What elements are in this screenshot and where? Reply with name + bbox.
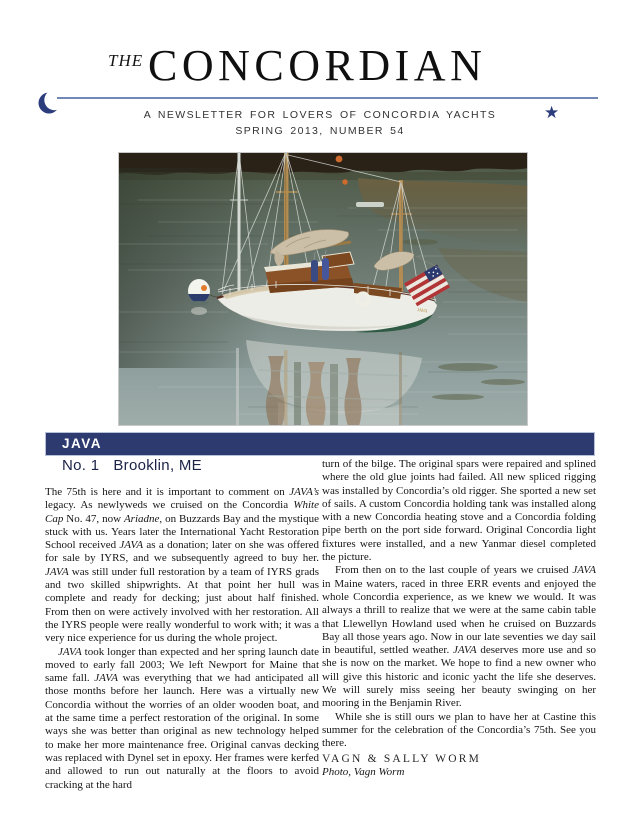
forward-mast xyxy=(238,152,241,302)
yacht-photo xyxy=(118,152,528,426)
yacht-photo-graphic xyxy=(118,152,528,426)
boat-number: No. 1 xyxy=(62,457,100,474)
fender xyxy=(311,260,318,282)
paragraph: While she is still ours we plan to have her at Castine this summer for the celebration of the Concordia’s 75th. See you there. xyxy=(322,710,596,750)
paragraph: turn of the bilge. The original spars were repaired and splined where the old glue joints had failed. All new spliced rigging was installed by Concordia’s old rigger. She sported a new set of sails. A custom Concordia holding tank was installed along with a new Concordia heating stove and a Concordia folding pipe berth on the port side forward. Original Concordia light fixtures were installed, and a new Yanmar diesel completed the picture. xyxy=(322,458,596,564)
paragraph: From then on to the last couple of years we cruised JAVA in Maine waters, raced in three ERR events and enjoyed the whole Concordia experience, as we knew we would. It was always a thrill to realize that we were at the same cabin table that Llewellyn Howland used when he cruised on Buzzards Bay all those years ago. Now in our late seventies we day sail in beautiful, settled weather. JAVA deserves more use and so she is now on the market. We hope to find a new owner who will give this historic and iconic yacht the life she deserves. We will surely miss seeing her beauty swinging on her mooring in the Benjamin River. xyxy=(322,564,596,710)
article-title: JAVA xyxy=(62,436,103,451)
signature: VAGN & SALLY WORM xyxy=(322,752,482,765)
masthead-subtitle: A NEWSLETTER FOR LOVERS OF CONCORDIA YACHTS xyxy=(143,109,497,121)
star-icon: ★ xyxy=(544,103,560,123)
masthead-the: THE xyxy=(108,51,144,70)
paragraph: The 75th is here and it is important to comment on JAVA’s legacy. As newlyweds we cruised on the Concordia White Cap No. 47, now Ariadne, on Buzzards Bay and the mystique stuck with us. Years later the International Yacht Restoration School received JAVA as a donation; later on she was offered for sale by IYRS, and we subsequently agreed to buy her. JAVA was still under full restoration by a team of IYRS grads and two skilled shipwrights. At that point her hull was complete and ready for decking; just about half finished. From then on were actively involved with her restoration. All the IYRS people were really wonderful to work with; it was a very nice experience for us during the whole project. xyxy=(45,486,319,645)
masthead-title: CONCORDIAN xyxy=(148,41,487,90)
photo-credit: Photo, Vagn Worm xyxy=(322,765,405,778)
article-subhead xyxy=(62,457,202,474)
article-column-right xyxy=(322,458,596,779)
orange-buoy-small xyxy=(342,179,347,184)
fender xyxy=(322,258,329,280)
boat-location: Brooklin, ME xyxy=(113,457,202,474)
orange-buoy xyxy=(336,156,343,163)
masthead-issue: SPRING 2013, NUMBER 54 xyxy=(235,125,405,137)
stern-name: JAVA xyxy=(416,307,428,314)
distant-skiff xyxy=(356,202,384,209)
article-column-left xyxy=(45,486,319,792)
article-column-right-paragraphs xyxy=(322,458,596,751)
paragraph: JAVA took longer than expected and her spring launch date moved to early fall 2003; We left Newport for Maine that same fall. JAVA was everything that we had anticipated all those months before her launch. Here was a virtually new Concordia without the worries of an older wooden boat, and at the same time a perfect restoration of the original. In some ways she was better than original as new technology helped to make her more maintenance free. Original canvas decking was replaced with Dynel set in epoxy. Her frames were kerfed and allowed to run out naturally at the floors to avoid cracking at the hard xyxy=(45,645,319,791)
masthead-rule xyxy=(57,97,598,99)
article-title-bar xyxy=(45,432,595,456)
